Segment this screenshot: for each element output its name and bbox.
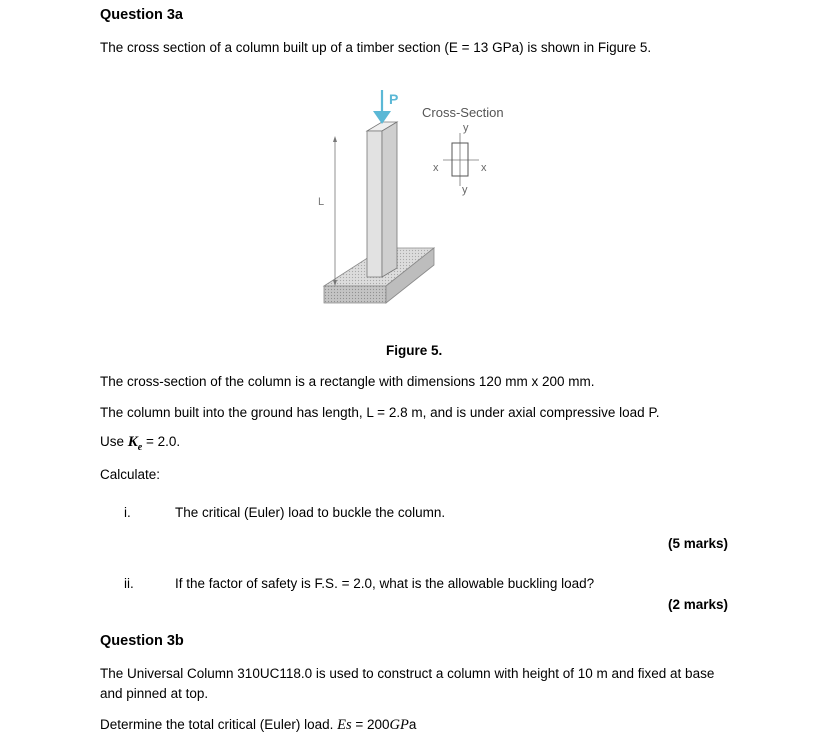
cross-section-title: Cross-Section xyxy=(422,105,504,120)
calculate-label: Calculate: xyxy=(100,467,161,482)
es-unit-italic: GP xyxy=(389,717,409,733)
determine-text: Determine the total critical (Euler) load. xyxy=(100,717,338,732)
item-text-ii: If the factor of safety is F.S. = 2.0, what is the allowable buckling load? xyxy=(175,576,595,591)
length-dimension-line xyxy=(333,136,337,286)
marks-item-i: (5 marks) xyxy=(667,536,728,551)
axis-label-x-right: x xyxy=(481,162,487,174)
use-prefix: Use xyxy=(100,434,128,449)
axis-label-y-top: y xyxy=(463,122,469,134)
dimensions-text: The cross-section of the column is a rectangle with dimensions 120 mm x 200 mm. xyxy=(100,374,595,389)
ke-symbol: $K_e$ xyxy=(127,434,143,453)
marks-item-ii: (2 marks) xyxy=(667,597,728,612)
es-symbol: Es xyxy=(337,717,352,733)
ke-value: = 2.0. xyxy=(142,434,181,449)
question-3a-heading: Question 3a xyxy=(100,7,183,23)
figure-5-diagram xyxy=(0,0,828,340)
axis-label-x-left: x xyxy=(433,162,439,174)
length-load-text: The column built into the ground has length, L = 2.8 m, and is under axial compressive load P. xyxy=(100,405,660,420)
ke-line xyxy=(100,434,180,453)
es-value: = 200 xyxy=(351,717,390,732)
load-label: P xyxy=(389,91,399,107)
determine-line xyxy=(100,717,416,734)
figure-caption: Figure 5. xyxy=(386,343,443,358)
item-number-i: i. xyxy=(124,505,131,520)
question-3b-paragraph: The Universal Column 310UC118.0 is used to construct a column with height of 10 m and fixed at base and pinned at top. xyxy=(100,666,715,701)
cross-section-icon xyxy=(443,133,479,186)
axis-label-y-bottom: y xyxy=(462,184,468,196)
length-label: L xyxy=(318,196,325,208)
item-text-i: The critical (Euler) load to buckle the column. xyxy=(175,505,446,520)
question-3b-heading: Question 3b xyxy=(100,633,184,649)
question-3a-intro: The cross section of a column built up of a timber section (E = 13 GPa) is shown in Figure 5. xyxy=(100,40,652,55)
timber-column xyxy=(367,122,397,277)
item-number-ii: ii. xyxy=(124,576,134,591)
es-unit-tail: a xyxy=(408,717,417,732)
